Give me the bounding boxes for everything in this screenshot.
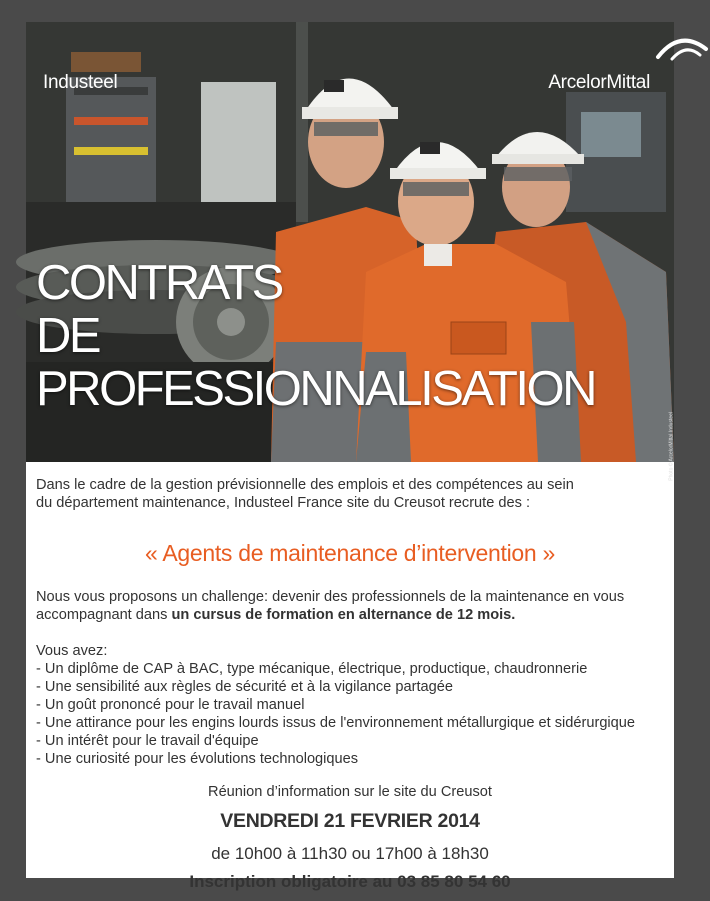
job-poster [26,22,675,891]
registration-phone: Inscription obligatoire au 03 85 80 54 60 [189,872,511,891]
list-item: - Une curiosité pour les évolutions technologiques [36,751,359,767]
arcelormittal-brand: ArcelorMittal [548,72,650,93]
list-item: - Un diplôme de CAP à BAC, type mécanique, électrique, productique, chaudronnerie [36,661,588,677]
challenge-line-1: Nous vous proposons un challenge: devenir des professionnels de la maintenance en vous [36,589,625,605]
meeting-date: VENDREDI 21 FEVRIER 2014 [220,810,480,832]
job-title: « Agents de maintenance d’intervention » [145,540,555,566]
challenge-paragraph [36,588,666,624]
photo-credit: Photo © ArcelorMittal Industeel [669,412,675,481]
headline [36,257,595,416]
list-item: - Un goût prononcé pour le travail manuel [36,697,305,713]
list-item: - Une sensibilité aux règles de sécurité et à la vigilance partagée [36,679,453,695]
headline-line-1: CONTRATS [36,256,282,310]
profile-heading: Vous avez: [36,643,108,659]
industeel-brand: Industeel [43,72,118,93]
intro-paragraph [36,476,666,512]
hero-photo [26,22,675,481]
meeting-times: de 10h00 à 11h30 ou 17h00 à 18h30 [211,844,489,863]
training-highlight: un cursus de formation en alternance de 12 mois. [171,607,516,623]
list-item: - Un intérêt pour le travail d'équipe [36,733,259,749]
profile-list [36,660,666,768]
intro-line-2: du département maintenance, Industeel France site du Creusot recrute des : [36,495,531,511]
headline-line-2: DE [36,309,100,363]
headline-line-3: PROFESSIONNALISATION [36,362,595,416]
list-item: - Une attirance pour les engins lourds issus de l'environnement métallurgique et sidérurgique [36,715,636,731]
meeting-info: Réunion d’information sur le site du Creusot [208,784,492,800]
challenge-line-2: accompagnant dans [36,607,172,623]
intro-line-1: Dans le cadre de la gestion prévisionnelle des emplois et des compétences au sein [36,477,574,493]
